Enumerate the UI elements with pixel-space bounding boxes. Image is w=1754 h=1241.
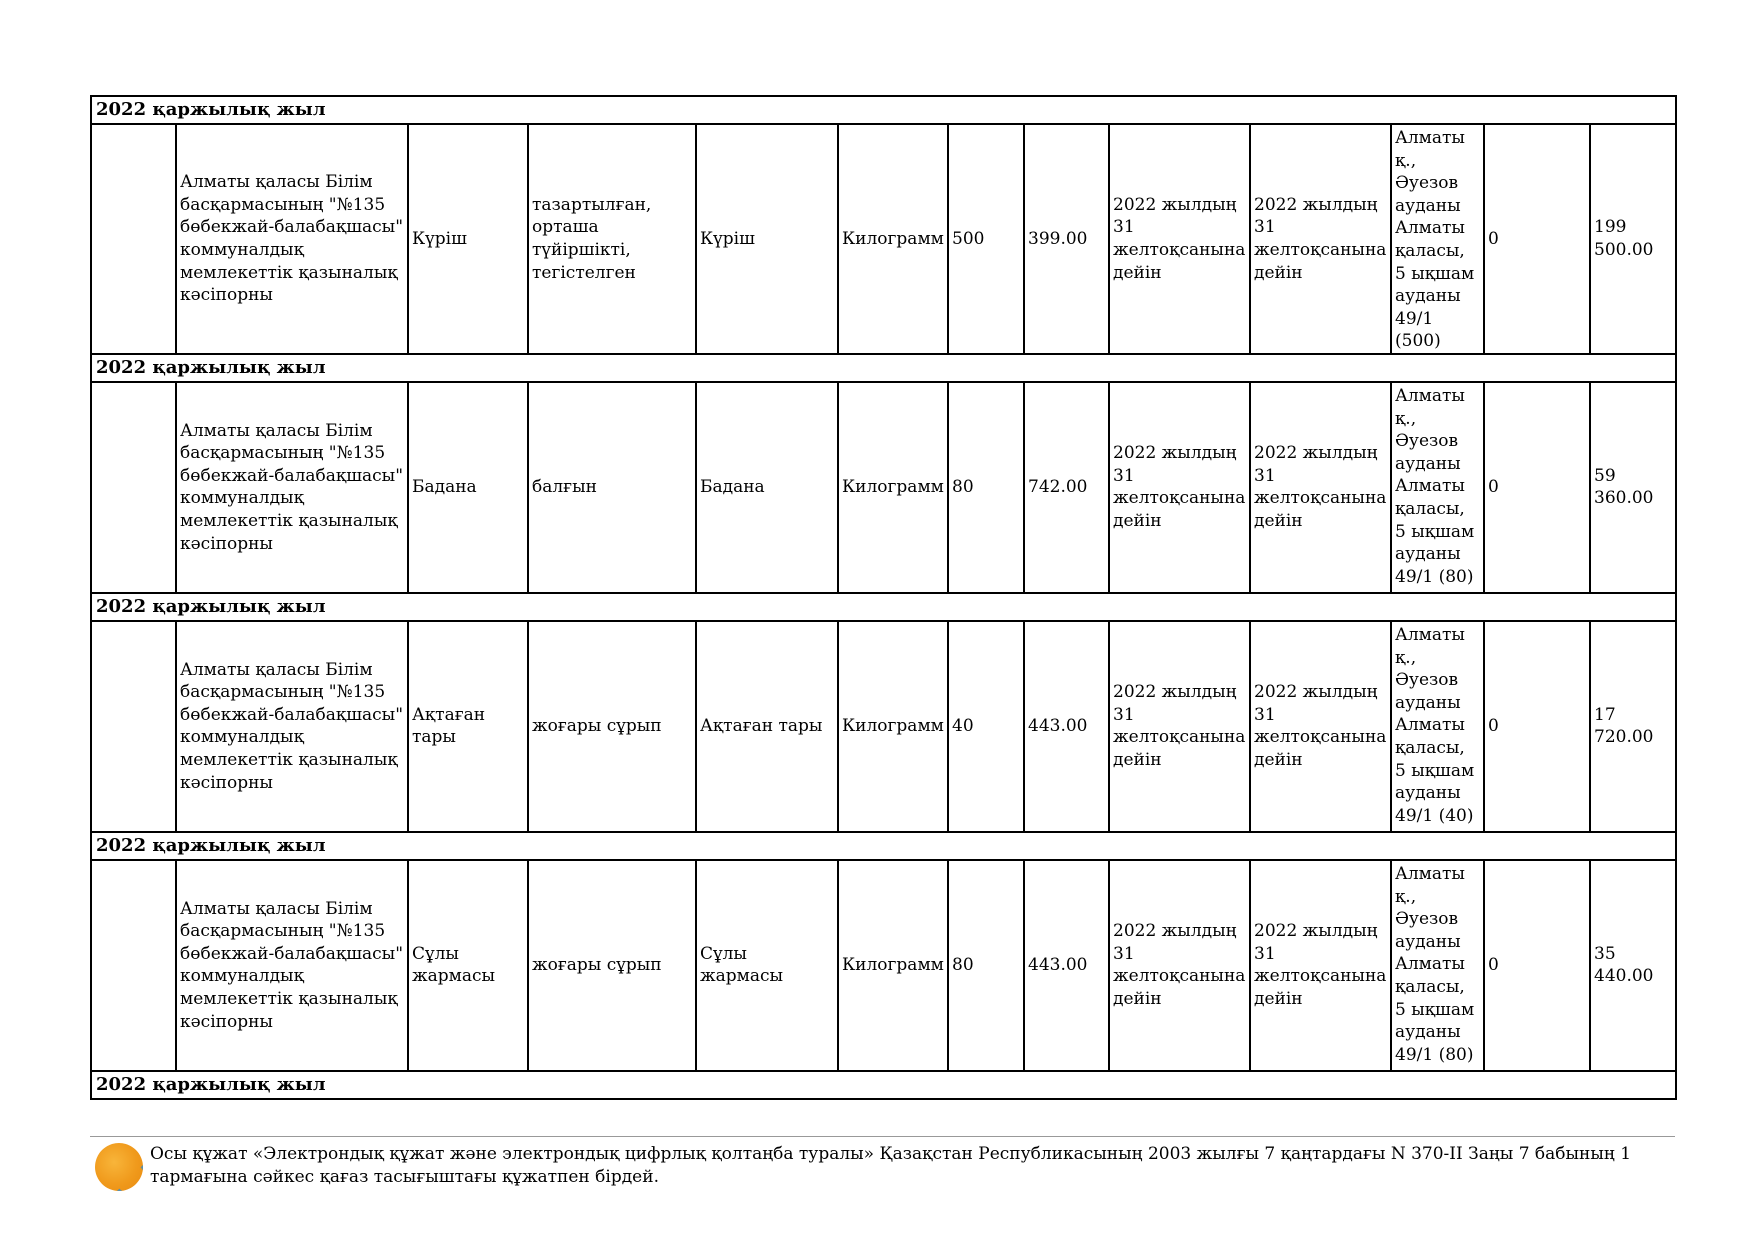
total-amount-cell: 17 720.00 <box>1590 621 1676 832</box>
item-name-cell: Бадана <box>408 382 528 593</box>
table-row <box>91 382 1676 593</box>
item-characteristic-cell: жоғары сұрып <box>528 860 696 1071</box>
unit-price-cell: 443.00 <box>1024 860 1109 1071</box>
delivery-end-cell: 2022 жылдың 31 желтоқсанына дейін <box>1250 382 1391 593</box>
unit-of-measure-cell: Килограмм <box>838 860 948 1071</box>
item-name-cell: Күріш <box>408 124 528 354</box>
advance-payment-cell: 0 <box>1484 124 1590 354</box>
delivery-end-cell: 2022 жылдың 31 желтоқсанына дейін <box>1250 124 1391 354</box>
row-number-cell <box>91 621 176 832</box>
fiscal-year-label: 2022 қаржылық жыл <box>91 832 1676 860</box>
delivery-start-cell: 2022 жылдың 31 желтоқсанына дейін <box>1109 124 1250 354</box>
egov-seal-icon <box>95 1143 143 1191</box>
quantity-cell: 500 <box>948 124 1024 354</box>
footer <box>90 1136 1675 1187</box>
item-name-cell: Сұлы жармасы <box>408 860 528 1071</box>
row-number-cell <box>91 382 176 593</box>
item-short-name-cell: Сұлы жармасы <box>696 860 838 1071</box>
customer-name-cell: Алматы қаласы Білім басқармасының "№135 бөбекжай-балабақшасы" коммуналдық мемлекеттік қазыналық кәсіпорны <box>176 621 408 832</box>
delivery-start-cell: 2022 жылдың 31 желтоқсанына дейін <box>1109 860 1250 1071</box>
quantity-cell: 80 <box>948 860 1024 1071</box>
unit-price-cell: 399.00 <box>1024 124 1109 354</box>
table-row <box>91 860 1676 1071</box>
advance-payment-cell: 0 <box>1484 621 1590 832</box>
unit-of-measure-cell: Килограмм <box>838 382 948 593</box>
row-number-cell <box>91 124 176 354</box>
unit-of-measure-cell: Килограмм <box>838 621 948 832</box>
table-row <box>91 621 1676 832</box>
delivery-location-cell: Алматы қ., Әуезов ауданы Алматы қаласы, 5 ықшам ауданы 49/1 (80) <box>1391 860 1484 1071</box>
total-amount-cell: 199 500.00 <box>1590 124 1676 354</box>
fiscal-year-label: 2022 қаржылық жыл <box>91 96 1676 124</box>
table-body <box>91 96 1676 1099</box>
advance-payment-cell: 0 <box>1484 382 1590 593</box>
item-characteristic-cell: тазартылған, орташа түйіршікті, тегістелген <box>528 124 696 354</box>
fiscal-year-label: 2022 қаржылық жыл <box>91 593 1676 621</box>
customer-name-cell: Алматы қаласы Білім басқармасының "№135 бөбекжай-балабақшасы" коммуналдық мемлекеттік қазыналық кәсіпорны <box>176 382 408 593</box>
delivery-location-cell: Алматы қ., Әуезов ауданы Алматы қаласы, 5 ықшам ауданы 49/1 (40) <box>1391 621 1484 832</box>
item-short-name-cell: Ақтаған тары <box>696 621 838 832</box>
fiscal-year-row <box>91 832 1676 860</box>
procurement-table <box>90 95 1677 1100</box>
quantity-cell: 80 <box>948 382 1024 593</box>
fiscal-year-row <box>91 593 1676 621</box>
fiscal-year-row <box>91 1071 1676 1099</box>
footer-legal-text: Осы құжат «Электрондық құжат және электрондық цифрлық қолтаңба туралы» Қазақстан Республикасының 2003 жылғы 7 қаңтардағы N 370-II Заңы 7 бабының 1 тармағына сәйкес қағаз тасығыштағы құжатпен бірдей. <box>150 1144 1632 1187</box>
total-amount-cell: 59 360.00 <box>1590 382 1676 593</box>
customer-name-cell: Алматы қаласы Білім басқармасының "№135 бөбекжай-балабақшасы" коммуналдық мемлекеттік қазыналық кәсіпорны <box>176 124 408 354</box>
item-short-name-cell: Бадана <box>696 382 838 593</box>
unit-price-cell: 742.00 <box>1024 382 1109 593</box>
item-characteristic-cell: жоғары сұрып <box>528 621 696 832</box>
item-name-cell: Ақтаған тары <box>408 621 528 832</box>
advance-payment-cell: 0 <box>1484 860 1590 1071</box>
unit-of-measure-cell: Килограмм <box>838 124 948 354</box>
delivery-start-cell: 2022 жылдың 31 желтоқсанына дейін <box>1109 382 1250 593</box>
fiscal-year-row <box>91 96 1676 124</box>
delivery-location-cell: Алматы қ., Әуезов ауданы Алматы қаласы, 5 ықшам ауданы 49/1 (500) <box>1391 124 1484 354</box>
unit-price-cell: 443.00 <box>1024 621 1109 832</box>
table-row <box>91 124 1676 354</box>
item-short-name-cell: Күріш <box>696 124 838 354</box>
row-number-cell <box>91 860 176 1071</box>
delivery-location-cell: Алматы қ., Әуезов ауданы Алматы қаласы, 5 ықшам ауданы 49/1 (80) <box>1391 382 1484 593</box>
delivery-start-cell: 2022 жылдың 31 желтоқсанына дейін <box>1109 621 1250 832</box>
delivery-end-cell: 2022 жылдың 31 желтоқсанына дейін <box>1250 860 1391 1071</box>
fiscal-year-label: 2022 қаржылық жыл <box>91 354 1676 382</box>
customer-name-cell: Алматы қаласы Білім басқармасының "№135 бөбекжай-балабақшасы" коммуналдық мемлекеттік қазыналық кәсіпорны <box>176 860 408 1071</box>
fiscal-year-row <box>91 354 1676 382</box>
total-amount-cell: 35 440.00 <box>1590 860 1676 1071</box>
delivery-end-cell: 2022 жылдың 31 желтоқсанына дейін <box>1250 621 1391 832</box>
quantity-cell: 40 <box>948 621 1024 832</box>
fiscal-year-label: 2022 қаржылық жыл <box>91 1071 1676 1099</box>
item-characteristic-cell: балғын <box>528 382 696 593</box>
